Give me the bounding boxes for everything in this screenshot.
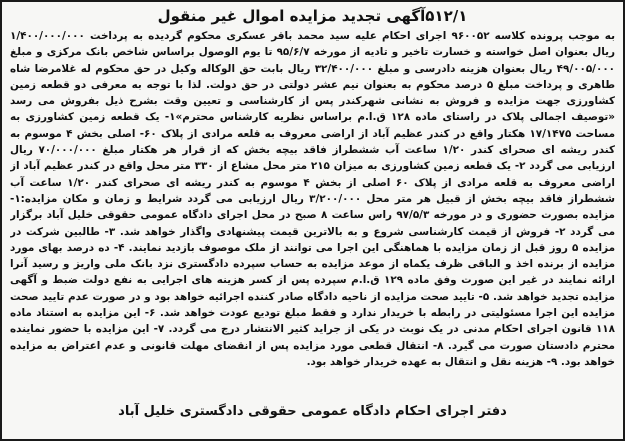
notice-body: به موجب پرونده کلاسه ۹۶۰۰۵۲ اجرای احکام علیه سید محمد باقر عسکری محکوم گردیده به پرداخت ۱/۴۰۰/۰۰۰/۰۰۰ ریال بعنوان اصل خواسته و خسارت تاخیر و تادیه از مورخه ۹۵/۶/۷ تا یوم الوصول براساس شاخص بانک مرکزی و مبلغ ۴۹/۰۰۵/۰۰۰ ریال بعنوان هزینه دادرسی و مبلغ ۳۲/۴۰۰/۰۰۰ ریال بابت حق الوکاله وکیل در حق محکوم له غلامرضا شاه طاهری و پرداخت مبلغ ۵ درصد محکوم به بعنوان نیم عشر دولتی در حق دولت. لذا با توجه به معرفی دو قطعه زمین کشاورزی جهت مزایده و فروش به نشانی شهرکندر پس از کارشناسی و تعیین وقت بشرح ذیل بفروش می رسد «توصیف اجمالی پلاک در راستای ماده ۱۲۸ ق.ا.م براساس نظریه کارشناس محترم»۱- یک قطعه زمین کشاورزی به مساحت ۱۷/۱۴۷۵ هکتار واقع در کندر عظیم آباد از اراضی معروف به قلعه مرادی از پلاک ۶۰- اصلی بخش ۴ موسوم به کندر ریشه ای صحرای کندر ۱/۲۰ ساعت آب ششطراز فاقد بیچه بخش که از قرار هر هکتار مبلغ ۷۰/۰۰۰/۰۰۰ ریال ارزیابی می گردد ۲- یک قطعه زمین کشاورزی به میزان ۲۱۵ متر محل مشاع از ۳۳۰ متر محل واقع در کندر عظیم آباد از اراضی معروف به قلعه مرادی از پلاک ۶۰ اصلی از بخش ۴ موسوم به کندر ریشه ای صحرای کندر ۱/۲۰ ساعت آب ششطراز فاقد بیچه بخش از قبیل هر متر محل ۳/۲۰۰/۰۰۰ ریال ارزیابی می گردد شرایط و زمان و مکان مزایده:۱- مزایده بصورت حضوری و در مورخه ۹۷/۵/۳ راس ساعت ۸ صبح در محل اجرای دادگاه عمومی حقوقی خلیل آباد برگزار می گردد ۲- فروش از قیمت کارشناسی شروع و به بالاترین قیمت پیشنهادی واگذار خواهد شد. ۳- طالبین شرکت در مزایده ۵ روز قبل از زمان مزایده با هماهنگی این اجرا می توانند از ملک موصوف بازدید نمایند. ۴- ده درصد بهای مورد مزایده از برنده اخذ و الباقی ظرف یکماه از موعد مزایده به حساب سپرده دادگستری نزد بانک ملی واریز و رسید آنرا ارائه نمایند در غیر این صورت وفق ماده ۱۲۹ ق.ا.م سپرده پس از کسر هزینه های اجرایی به نفع دولت ضبط و آگهی مزایده تجدید خواهد شد. ۵- تایید صحت مزایده از ناحیه دادگاه صادر کننده اجرائیه خواهد بود و در صورت عدم تایید صحت مزایده این اجرا مسئولیتی در رابطه با خریدار ندارد و فقط مبلغ تودیع عودت خواهد شد. ۶- این مزایده به استناد ماده ۱۱۸ قانون اجرای احکام مدنی در یک نوبت در یکی از جراید کثیر الانتشار درج می گردد. ۷- این مزایده با حضور نماینده محترم دادستان صورت می گیرد. ۸- انتقال قطعی مورد مزایده پس از انقضای مهلت قانونی و عدم اعتراض به مزایده خواهد بود. ۹- هزینه نقل و انتقال به عهده خریدار خواهد بود. <box>10 30 615 368</box>
notice-title: ۵۱۲/۱آگهی تجدید مزایده اموال غیر منقول <box>157 7 468 25</box>
notice-footer: دفتر اجرای احکام دادگاه عمومی حقوقی دادگستری خلیل آباد <box>118 404 507 419</box>
